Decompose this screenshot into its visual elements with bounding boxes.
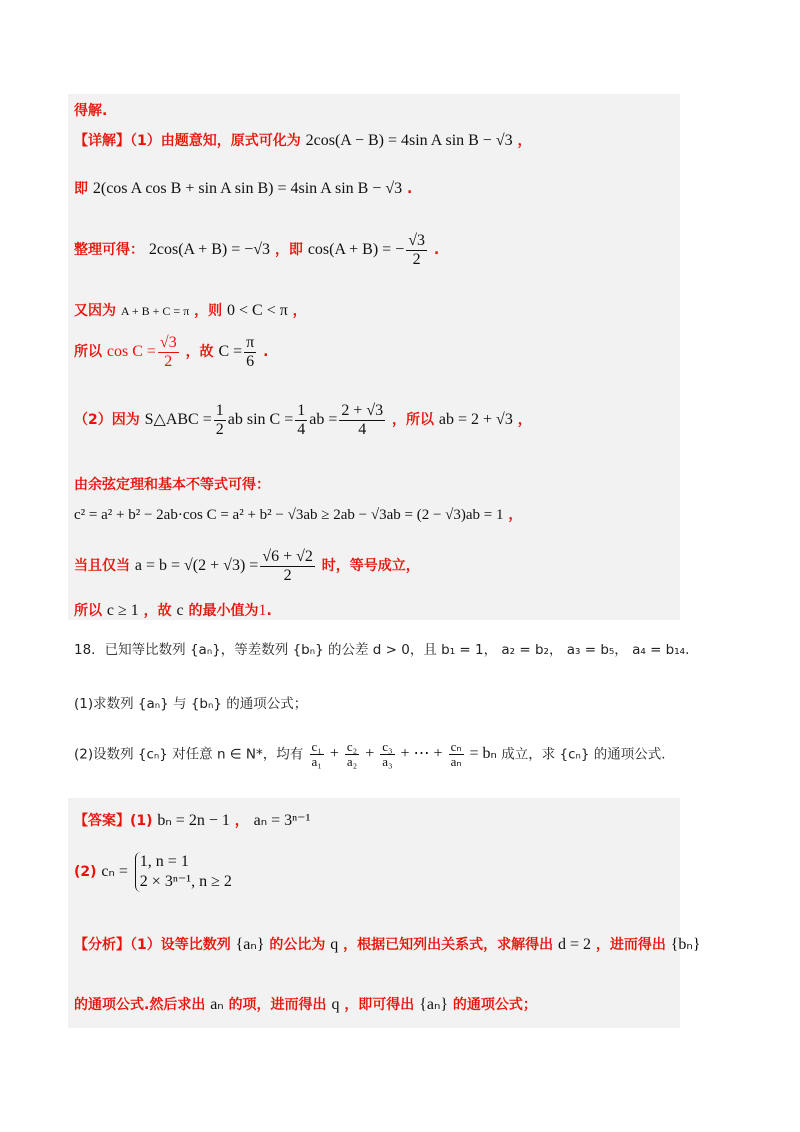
equation: {aₙ}: [419, 996, 449, 1013]
numerator: c₃: [382, 739, 393, 754]
text: ，所以: [392, 412, 435, 429]
question-text: (2)设数列 {cₙ} 对任意 n ∈ N*，均有: [74, 746, 304, 763]
text: 得解.: [74, 103, 108, 119]
denominator: 2: [283, 566, 292, 584]
detail-line-3: [74, 232, 439, 268]
text: ，根据已知列出关系式，求解得出: [343, 937, 554, 953]
analysis-line-1: [74, 934, 700, 954]
equation: ab =: [309, 411, 338, 429]
equation: {aₙ}: [235, 936, 265, 953]
equation: ab = 2 + √3: [438, 411, 513, 429]
fraction: [158, 334, 179, 370]
numerator: c₂: [346, 739, 358, 754]
equation: cos C =: [106, 343, 156, 361]
question-text: 成立，求 {cₙ} 的通项公式.: [501, 746, 666, 763]
fraction: [339, 402, 385, 438]
answer-tag: (2): [74, 864, 97, 880]
equation: ab sin C =: [227, 411, 294, 429]
equation: S△ABC =: [144, 411, 212, 429]
text: 即: [74, 181, 88, 197]
text: ，故: [185, 344, 214, 361]
equation: cos(A + B) = −: [307, 241, 405, 259]
fraction: [214, 402, 226, 438]
operator: = bₙ: [465, 745, 497, 763]
fraction: [260, 548, 315, 584]
denominator: 2: [412, 250, 421, 268]
equation: a = b = √(2 + √3) =: [134, 557, 259, 575]
denominator: 4: [358, 420, 367, 438]
punct: .: [406, 181, 413, 197]
text: 时，等号成立，: [321, 558, 420, 575]
fraction-sum: [308, 739, 497, 770]
denominator: 2: [215, 420, 224, 438]
text: 由余弦定理和基本不等式可得：: [74, 477, 270, 493]
punct: .: [266, 603, 272, 619]
operator: +: [325, 745, 343, 763]
operator: +: [361, 745, 379, 763]
detail-line-6: [74, 402, 532, 438]
numerator: √3: [159, 334, 177, 351]
equation: 1: [258, 602, 267, 619]
equation: c ≥ 1: [106, 602, 139, 619]
detail-line-9: [74, 548, 420, 584]
numerator: c₁: [311, 739, 322, 754]
detail-tag: 【详解】（1）由题意知，原式可化为: [74, 133, 301, 149]
fraction: [380, 740, 394, 770]
denominator: 4: [297, 420, 306, 438]
text: 所以: [74, 344, 102, 361]
denominator: a₂: [346, 754, 358, 770]
analysis-tag: 【分析】（1）设等比数列: [74, 937, 231, 953]
answer-line-1: [74, 810, 310, 830]
punct: ，: [508, 507, 523, 523]
text: 的最小值为: [188, 603, 259, 619]
fraction: [295, 402, 307, 438]
case-2: 2 × 3ⁿ⁻¹, n ≥ 2: [139, 873, 232, 890]
equation: C =: [218, 343, 243, 361]
text: ，故: [143, 603, 172, 619]
punct: .: [433, 242, 440, 259]
equation: 0 < C < π: [227, 302, 288, 319]
denominator: a₁: [311, 754, 322, 770]
denominator: a₃: [382, 754, 393, 770]
numerator: 1: [297, 402, 306, 419]
question-18-part-2: [74, 740, 666, 770]
text: 的项，进而得出: [228, 997, 327, 1013]
equation: d = 2: [557, 936, 591, 953]
text: 整理可得：: [74, 242, 144, 259]
analysis-line-2: [74, 994, 537, 1014]
detail-line-4: [74, 300, 307, 320]
punct: ，: [517, 412, 532, 429]
detail-line-7: [74, 474, 270, 494]
piecewise: [135, 852, 232, 892]
detail-line-5: [74, 334, 268, 370]
text: ，则: [194, 303, 223, 319]
text: ，即: [274, 242, 303, 259]
text: （2）因为: [74, 412, 140, 429]
denominator: 6: [246, 352, 255, 370]
fraction: [345, 740, 359, 770]
text: ，即可得出: [344, 997, 415, 1013]
question-18-stem: [74, 638, 689, 658]
answer-line-2: [74, 852, 232, 892]
detail-line-2: [74, 178, 412, 198]
text: 的通项公式.然后求出: [74, 997, 206, 1013]
fraction: [406, 232, 427, 268]
equation: aₙ = 3ⁿ⁻¹: [253, 812, 311, 829]
punct: ，: [234, 813, 249, 829]
numerator: 2 + √3: [341, 402, 384, 419]
text: 所以: [74, 603, 102, 619]
numerator: π: [246, 334, 255, 351]
equation: 2cos(A − B) = 4sin A sin B − √3: [305, 132, 513, 149]
answer-tag: 【答案】(1): [74, 813, 153, 829]
equation: aₙ: [210, 996, 224, 1013]
question-18-part-1: [74, 692, 307, 712]
case-1: 1, n = 1: [139, 853, 189, 870]
detail-line-8: [74, 504, 522, 524]
text: 的通项公式；: [452, 997, 537, 1013]
text: 又因为: [74, 303, 116, 319]
text: ，进而得出: [595, 937, 666, 953]
numerator: √3: [408, 232, 425, 249]
text: 的公比为: [269, 937, 326, 953]
question-text: (1)求数列 {aₙ} 与 {bₙ} 的通项公式；: [74, 696, 308, 712]
equation: c: [176, 602, 184, 619]
equation: A + B + C = π: [120, 304, 190, 318]
equation: 2(cos A cos B + sin A sin B) = 4sin A sin B − √3: [92, 180, 403, 197]
fraction: [449, 740, 464, 770]
equation: q: [330, 936, 339, 953]
numerator: 1: [215, 402, 224, 419]
punct: ，: [517, 133, 532, 149]
punct: .: [263, 344, 269, 361]
equation: {bₙ}: [670, 936, 701, 953]
text: 当且仅当: [74, 558, 130, 575]
question-text: 18．已知等比数列 {aₙ}，等差数列 {bₙ} 的公差 d > 0，且 b₁ = 1， a₂ = b₂， a₃ = b₅， a₄ = b₁₄.: [74, 642, 690, 658]
numerator: cₙ: [450, 739, 462, 754]
denominator: aₙ: [450, 754, 462, 770]
numerator: √6 + √2: [262, 548, 313, 565]
denominator: 2: [164, 352, 173, 370]
equation: bₙ = 2n − 1: [157, 812, 230, 829]
equation: q: [331, 996, 340, 1013]
detail-line-10: [74, 600, 272, 620]
detail-line-1: [74, 130, 531, 150]
text-line: [74, 100, 107, 120]
equation: 2cos(A + B) = −√3: [148, 241, 271, 259]
fraction: [244, 334, 256, 370]
equation: c² = a² + b² − 2ab·cos C = a² + b² − √3ab ≥ 2ab − √3ab = (2 − √3)ab = 1: [74, 507, 504, 523]
fraction: [310, 740, 324, 770]
punct: ，: [292, 303, 307, 319]
operator: + ⋯ +: [396, 745, 447, 763]
equation: cₙ =: [101, 863, 128, 880]
